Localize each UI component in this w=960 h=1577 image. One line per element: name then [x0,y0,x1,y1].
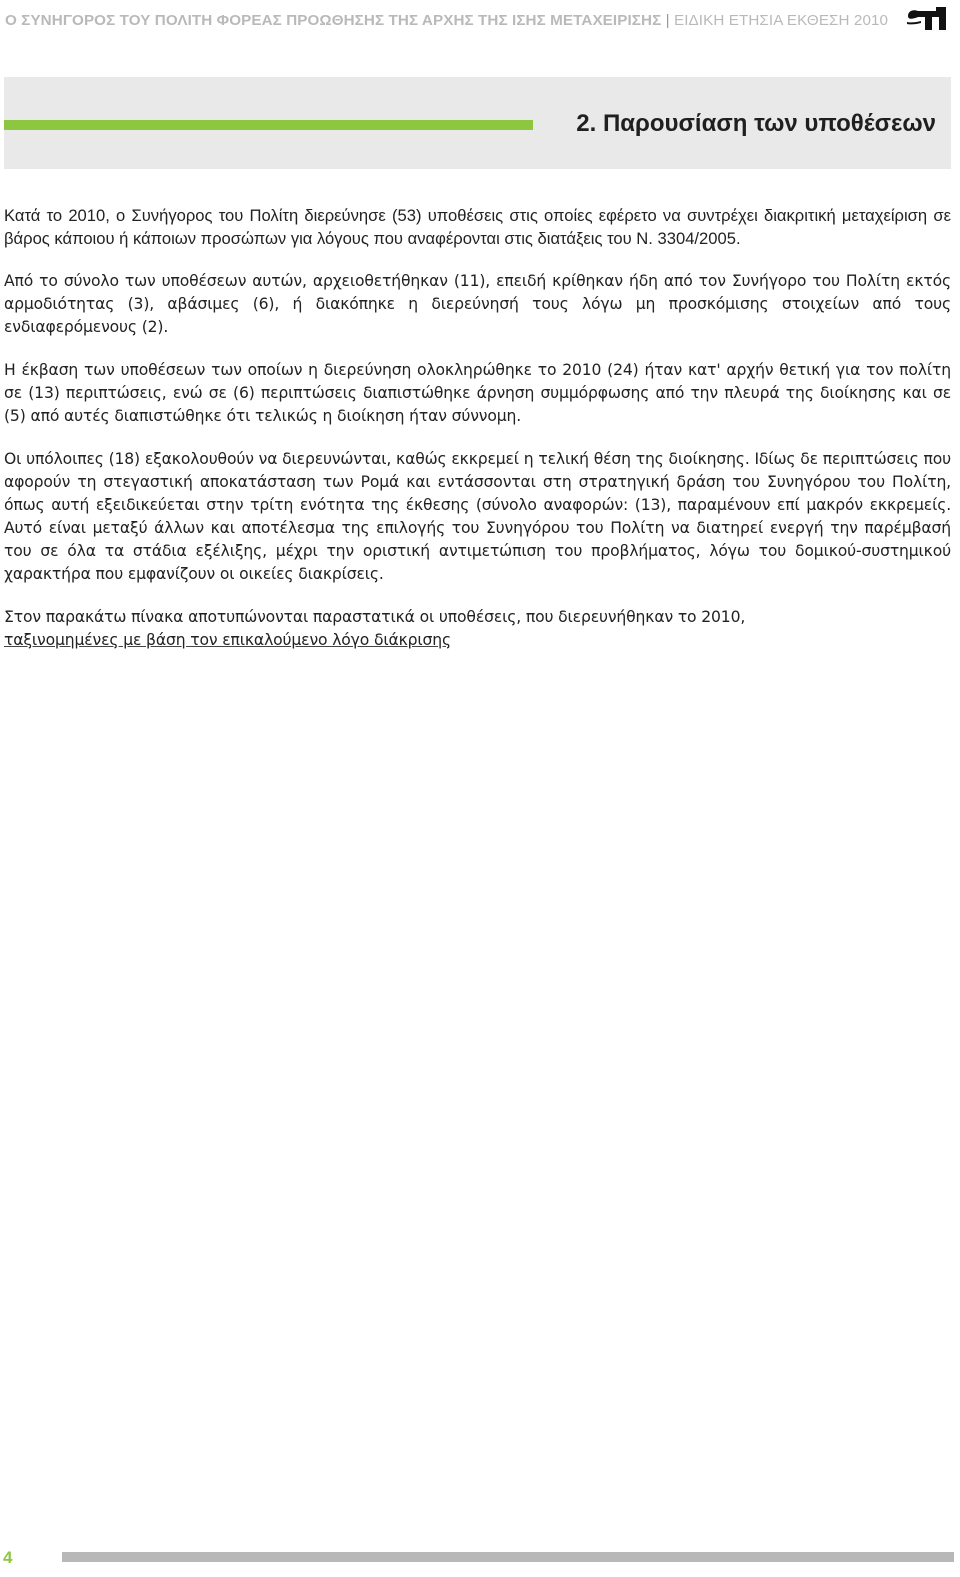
section-title: 2. Παρουσίαση των υποθέσεων [576,110,936,137]
header-separator: | [665,12,670,29]
paragraph-outcomes: Η έκβαση των υποθέσεων των οποίων η διερεύνηση ολοκληρώθηκε το 2010 (24) ήταν κατ' αρχήν θετική για τον πολίτη σε (13) περιπτώσεις, ενώ σε (6) περιπτώσεις διαπιστώθηκε άρνηση συμμόρφωσης από την πλευρά της διοίκησης και σε (5) από αυτές διαπιστώθηκε ότι τελικώς η διοίκηση ήταν σύννομη. [4,361,951,425]
paragraph-table-intro [4,606,951,652]
document-body [4,204,951,652]
header-org: Ο ΣΥΝΗΓΟΡΟΣ ΤΟΥ ΠΟΛΙΤΗ [5,12,213,29]
table-intro-line-1: Στον παρακάτω πίνακα αποτυπώνονται παραστατικά οι υποθέσεις, που διερευνήθηκαν το 2010, [4,608,746,626]
header-report: ΕΙΔΙΚΗ ΕΤΗΣΙΑ ΕΚΘΕΣΗ 2010 [673,12,889,29]
paragraph-pending-cases: Οι υπόλοιπες (18) εξακολουθούν να διερευνώνται, καθώς εκκρεμεί η τελική θέση της διοίκησης. Ιδίως δε περιπτώσεις που αφορούν τη στεγαστική αποκατάσταση των Ρομά και εντάσσονται στη στρατηγική δράση του Συνηγόρου του Πολίτη, όπως αυτή εξειδικεύεται στην τρίτη ενότητα της έκθεσης (σύνολο αναφορών: (13), παραμένουν επί μακρόν εκκρεμείς. Αυτό είναι μεταξύ άλλων και αποτέλεσμα της επιλογής του Συνηγόρου του Πολίτη να διατηρεί ενεργή την παρέμβασή του σε όλα τα στάδια εξέλιξης, μέχρι την οριστική αντιμετώπιση του προβλήματος, λόγω του δομικού-συστημικού χαρακτήρα που εμφανίζουν οι οικείες διακρίσεις. [4,450,951,583]
paragraph-archived-cases: Από το σύνολο των υποθέσεων αυτών, αρχειοθετήθηκαν (11), επειδή κρίθηκαν ήδη από τον Συνήγορο του Πολίτη εκτός αρμοδιότητας (3), αβάσιμες (6), ή διακόπηκε η διερεύνησή τους λόγω μη προσκόμισης στοιχείων από τους ενδιαφερόμενους (2). [4,272,951,336]
footer-bar [62,1552,954,1562]
header-body-name: ΦΟΡΕΑΣ ΠΡΟΩΘΗΣΗΣ ΤΗΣ ΑΡΧΗΣ ΤΗΣ ΙΣΗΣ ΜΕΤΑΧΕΙΡΙΣΗΣ [216,12,662,29]
running-header [5,12,888,29]
table-intro-line-2: ταξινομημένες με βάση τον επικαλούμενο λόγο διάκρισης [4,631,451,649]
paragraph-intro: Κατά το 2010, ο Συνήγορος του Πολίτη διερεύνησε (53) υποθέσεις στις οποίες εφέρετο να συντρέχει διακριτική μεταχείριση σε βάρος κάποιου ή κάποιων προσώπων για λόγους που αναφέρονται στις διατάξεις του Ν. 3304/2005. [4,206,951,248]
section-accent-bar [4,120,533,130]
ombudsman-logo-icon [906,3,950,31]
page-number: 4 [3,1548,13,1567]
